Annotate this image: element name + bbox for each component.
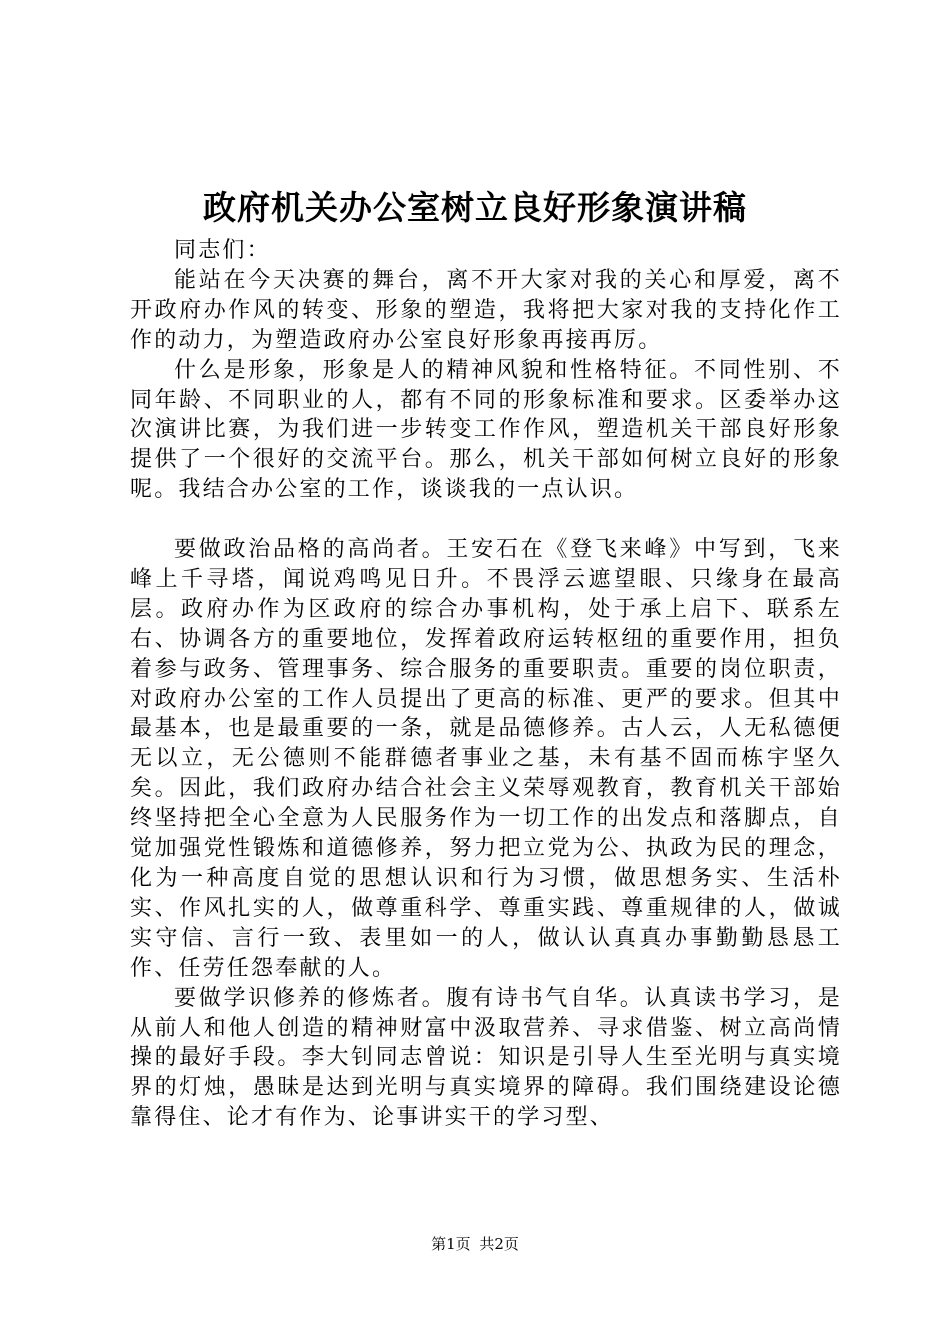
document-body <box>130 236 842 1133</box>
paragraph-1: 能站在今天决赛的舞台，离不开大家对我的关心和厚爱，离不开政府办作风的转变、形象的塑造，我将把大家对我的支持化作工作的动力，为塑造政府办公室良好形象再接再厉。 <box>130 267 842 353</box>
document-title: 政府机关办公室树立良好形象演讲稿 <box>203 188 747 227</box>
salutation: 同志们： <box>174 238 271 263</box>
page-number: 第1页 <box>431 1235 471 1253</box>
paragraph-2: 什么是形象，形象是人的精神风貌和性格特征。不同性别、不同年龄、不同职业的人，都有不同的形象标准和要求。区委举办这次演讲比赛，为我们进一步转变工作作风，塑造机关干部良好形象提供了一个很好的交流平台。那么，机关干部如何树立良好的形象呢。我结合办公室的工作，谈谈我的一点认识。 <box>130 357 842 503</box>
paragraph-4: 要做学识修养的修炼者。腹有诗书气自华。认真读书学习，是从前人和他人创造的精神财富中汲取营养、寻求借鉴、树立高尚情操的最好手段。李大钊同志曾说：知识是引导人生至光明与真实境界的灯烛，愚昧是达到光明与真实境界的障碍。我们围绕建设论德靠得住、论才有作为、论事讲实干的学习型、 <box>130 985 842 1131</box>
page-total: 共2页 <box>479 1235 519 1253</box>
page-footer <box>0 1234 950 1254</box>
paragraph-3: 要做政治品格的高尚者。王安石在《登飞来峰》中写到，飞来峰上千寻塔，闻说鸡鸣见日升。不畏浮云遮望眼、只缘身在最高层。政府办作为区政府的综合办事机构，处于承上启下、联系左右、协调各方的重要地位，发挥着政府运转枢纽的重要作用，担负着参与政务、管理事务、综合服务的重要职责。重要的岗位职责，对政府办公室的工作人员提出了更高的标准、更严的要求。但其中最基本，也是最重要的一条，就是品德修养。古人云，人无私德便无以立，无公德则不能群德者事业之基，未有基不固而栋宇坚久矣。因此，我们政府办结合社会主义荣辱观教育，教育机关干部始终坚持把全心全意为人民服务作为一切工作的出发点和落脚点，自觉加强党性锻炼和道德修养，努力把立党为公、执政为民的理念，化为一种高度自觉的思想认识和行为习惯，做思想务实、生活朴实、作风扎实的人，做尊重科学、尊重实践、尊重规律的人，做诚实守信、言行一致、表里如一的人，做认认真真办事勤勤恳恳工作、任劳任怨奉献的人。 <box>130 537 842 981</box>
